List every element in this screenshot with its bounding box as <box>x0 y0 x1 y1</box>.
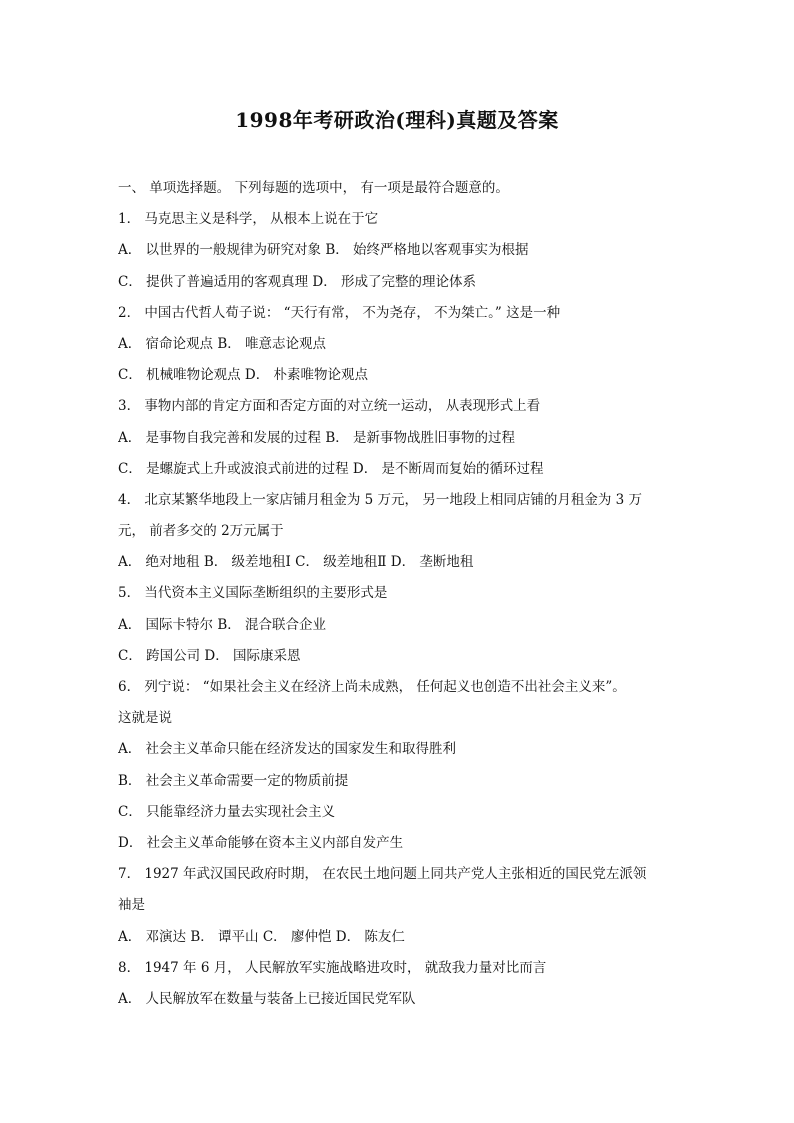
question-7-options: A． 邓演达 B． 谭平山 C． 廖仲恺 D． 陈友仁 <box>118 928 405 945</box>
question-8: 8． 1947 年 6 月， 人民解放军实施战略进攻时， 就敌我力量对比而言 <box>118 959 547 976</box>
heading-section-one: 一、 单项选择题。 下列每题的选项中， 有一项是最符合题意的。 <box>118 180 509 196</box>
question-8-option-a: A． 人民解放军在数量与装备上已接近国民党军队 <box>118 990 416 1007</box>
question-2-options-ab: A． 宿命论观点 B． 唯意志论观点 <box>118 335 327 352</box>
question-3-options-cd: C． 是螺旋式上升或波浪式前进的过程 D． 是不断周而复始的循环过程 <box>118 460 544 477</box>
question-4: 4． 北京某繁华地段上一家店铺月租金为 5 万元， 另一地段上相同店铺的月租金为 3 万 <box>118 491 643 508</box>
question-2: 2． 中国古代哲人荀子说： “天行有常， 不为尧存， 不为桀亡。” 这是一种 <box>118 304 561 321</box>
question-1-options-cd: C． 提供了普遍适用的客观真理 D． 形成了完整的理论体系 <box>118 273 477 290</box>
question-2-options-cd: C． 机械唯物论观点 D． 朴素唯物论观点 <box>118 367 369 384</box>
question-6-option-b: B． 社会主义革命需要一定的物质前提 <box>118 772 349 789</box>
question-6-continued: 这就是说 <box>118 710 172 727</box>
question-3: 3． 事物内部的肯定方面和否定方面的对立统一运动， 从表现形式上看 <box>118 398 541 415</box>
document-body <box>118 173 678 1015</box>
question-4-continued: 元， 前者多交的 2万元属于 <box>118 523 284 540</box>
question-1-options-ab: A． 以世界的一般规律为研究对象 B． 始终严格地以客观事实为根据 <box>118 242 529 259</box>
question-7-continued: 袖是 <box>118 897 145 914</box>
question-7: 7． 1927 年武汉国民政府时期， 在农民土地问题上同共产党人主张相近的国民党左派领 <box>118 866 647 883</box>
document-title: 1998年考研政治(理科)真题及答案 <box>235 108 559 132</box>
question-4-options: A． 绝对地租 B． 级差地租Ⅰ C． 级差地租Ⅱ D． 垄断地租 <box>118 554 474 571</box>
question-5-options-ab: A． 国际卡特尔 B． 混合联合企业 <box>118 616 327 633</box>
question-5: 5． 当代资本主义国际垄断组织的主要形式是 <box>118 585 388 602</box>
question-5-options-cd: C． 跨国公司 D． 国际康采恩 <box>118 647 301 664</box>
question-1: 1． 马克思主义是科学， 从根本上说在于它 <box>118 211 379 228</box>
question-6: 6． 列宁说： “如果社会主义在经济上尚未成熟， 任何起义也创造不出社会主义来”。 <box>118 679 626 695</box>
question-3-options-ab: A． 是事物自我完善和发展的过程 B． 是新事物战胜旧事物的过程 <box>118 429 516 446</box>
question-6-option-a: A． 社会主义革命只能在经济发达的国家发生和取得胜利 <box>118 741 457 758</box>
question-6-option-d: D． 社会主义革命能够在资本主义内部自发产生 <box>118 834 404 851</box>
question-6-option-c: C． 只能靠经济力量去实现社会主义 <box>118 803 336 820</box>
